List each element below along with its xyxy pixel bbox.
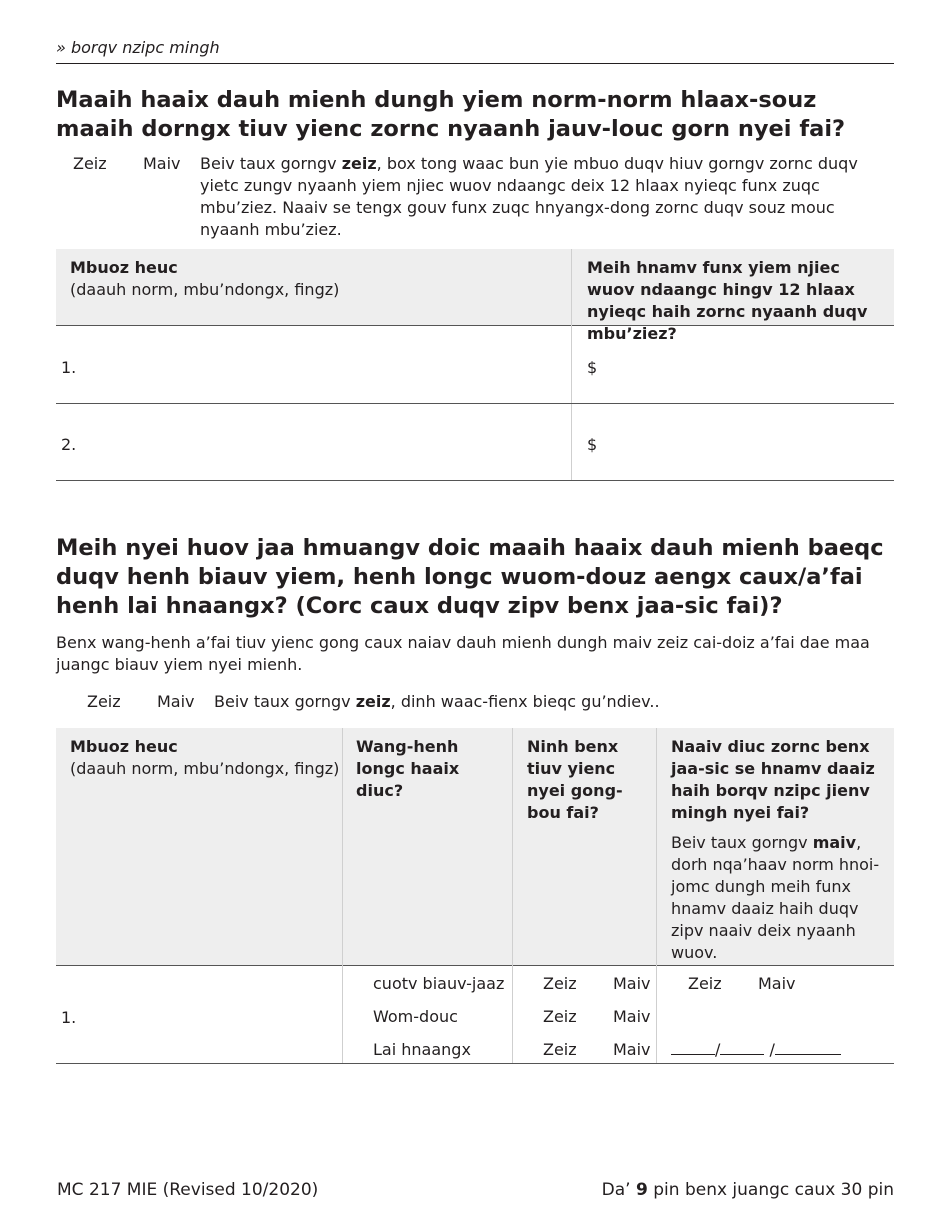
name-column-header: Mbuoz heuc (daauh norm, mbu’ndongx, fingz) — [70, 737, 340, 778]
employer-no-option[interactable]: Maiv — [613, 974, 651, 993]
question-1-title: Maaih haaix dauh mienh dungh yiem norm-norm hlaax-souz maaih dorngx tiuv yienc zornc nyaanh jauv-louc gorn nyei fai? — [56, 87, 846, 142]
table-row — [56, 966, 894, 1064]
option-vision[interactable]: Lai hnaangx — [373, 1040, 471, 1059]
ongoing-yes-option[interactable]: Zeiz — [688, 974, 722, 993]
option-dental[interactable]: Wom-douc — [373, 1007, 458, 1026]
employer-column-header: Ninh benx tiuv yienc nyei gong-bou fai? — [527, 737, 623, 822]
employer-yes-option[interactable]: Zeiz — [543, 1040, 577, 1059]
q2-yes-option[interactable]: Zeiz — [87, 692, 121, 711]
q2-no-option[interactable]: Maiv — [157, 692, 195, 711]
q1-instructions: Beiv taux gorngv zeiz, box tong waac bun yie mbuo duqv hiuv gorngv zornc duqv yietc zungv nyaanh yiem njiec wuov ndaangc deix 12 hlaax nyieqc funx zuqc mbu’ziez. Naaiv se tengx gouv funx zuqc hnyangx-dong zornc duqv souz mouc nyaanh mbu’ziez. — [200, 154, 858, 239]
section-breadcrumb: » borqv nzipc mingh — [56, 38, 220, 57]
ongoing-no-option[interactable]: Maiv — [758, 974, 796, 993]
table-row[interactable] — [56, 403, 894, 481]
employer-no-option[interactable]: Maiv — [613, 1040, 651, 1059]
ongoing-column-note: Beiv taux gorngv maiv, dorh nqa’haav norm hnoi-jomc dungh meih funx hnamv daaiz haih duqv zipv naaiv deix nyaanh wuov. — [671, 833, 880, 962]
option-health-insurance[interactable]: cuotv biauv-jaaz — [373, 974, 505, 993]
form-page — [56, 0, 894, 1230]
row-number: 1. — [61, 358, 77, 377]
q1-no-option[interactable]: Maiv — [143, 154, 181, 173]
amount-column-header: Meih hnamv funx yiem njiec wuov ndaangc hingv 12 hlaax nyieqc haih zornc nyaanh duqv mbu’ziez? — [587, 258, 868, 343]
q1-yes-option[interactable]: Zeiz — [73, 154, 107, 173]
form-id: MC 217 MIE (Revised 10/2020) — [57, 1180, 319, 1200]
name-column-header: Mbuoz heuc (daauh norm, mbu’ndongx, fingz) — [70, 258, 340, 299]
question-2-description: Benx wang-henh a’fai tiuv yienc gong caux naiav dauh mienh dungh maiv zeiz cai-doiz a’fai dae maa juangc biauv yiem nyei mienh. — [56, 633, 870, 674]
type-column-header: Wang-henh longc haaix diuc? — [356, 737, 460, 800]
employer-yes-option[interactable]: Zeiz — [543, 1007, 577, 1026]
employer-no-option[interactable]: Maiv — [613, 1007, 651, 1026]
question-2-title: Meih nyei huov jaa hmuangv doic maaih haaix dauh mienh baeqc duqv henh biauv yiem, henh longc wuom-douz aengx caux/a’fai henh lai hnaangx? (Corc caux duqv zipv benx jaa-sic fai)? — [56, 535, 884, 619]
ongoing-column-header: Naaiv diuc zornc benx jaa-sic se hnamv daaiz haih borqv nzipc jienv mingh nyei fai? Beiv taux gorngv maiv, dorh nqa’haav norm hnoi-jomc dungh meih funx hnamv daaiz haih duqv zipv naaiv deix nyaanh wuov. — [671, 736, 886, 964]
header-divider — [56, 63, 894, 64]
income-table-header — [56, 249, 894, 343]
currency-symbol: $ — [587, 435, 598, 454]
row-number: 2. — [61, 435, 77, 454]
row-number: 1. — [61, 1008, 77, 1027]
q2-instructions: Beiv taux gorngv zeiz, dinh waac-fienx bieqc gu’ndiev.. — [214, 692, 660, 711]
end-date-field[interactable]: / / — [671, 1040, 841, 1059]
table-row[interactable] — [56, 326, 894, 404]
page-number: Da’ 9 pin benx juangc caux 30 pin — [601, 1180, 894, 1200]
benefits-table-header — [56, 728, 894, 966]
employer-yes-option[interactable]: Zeiz — [543, 974, 577, 993]
currency-symbol: $ — [587, 358, 598, 377]
